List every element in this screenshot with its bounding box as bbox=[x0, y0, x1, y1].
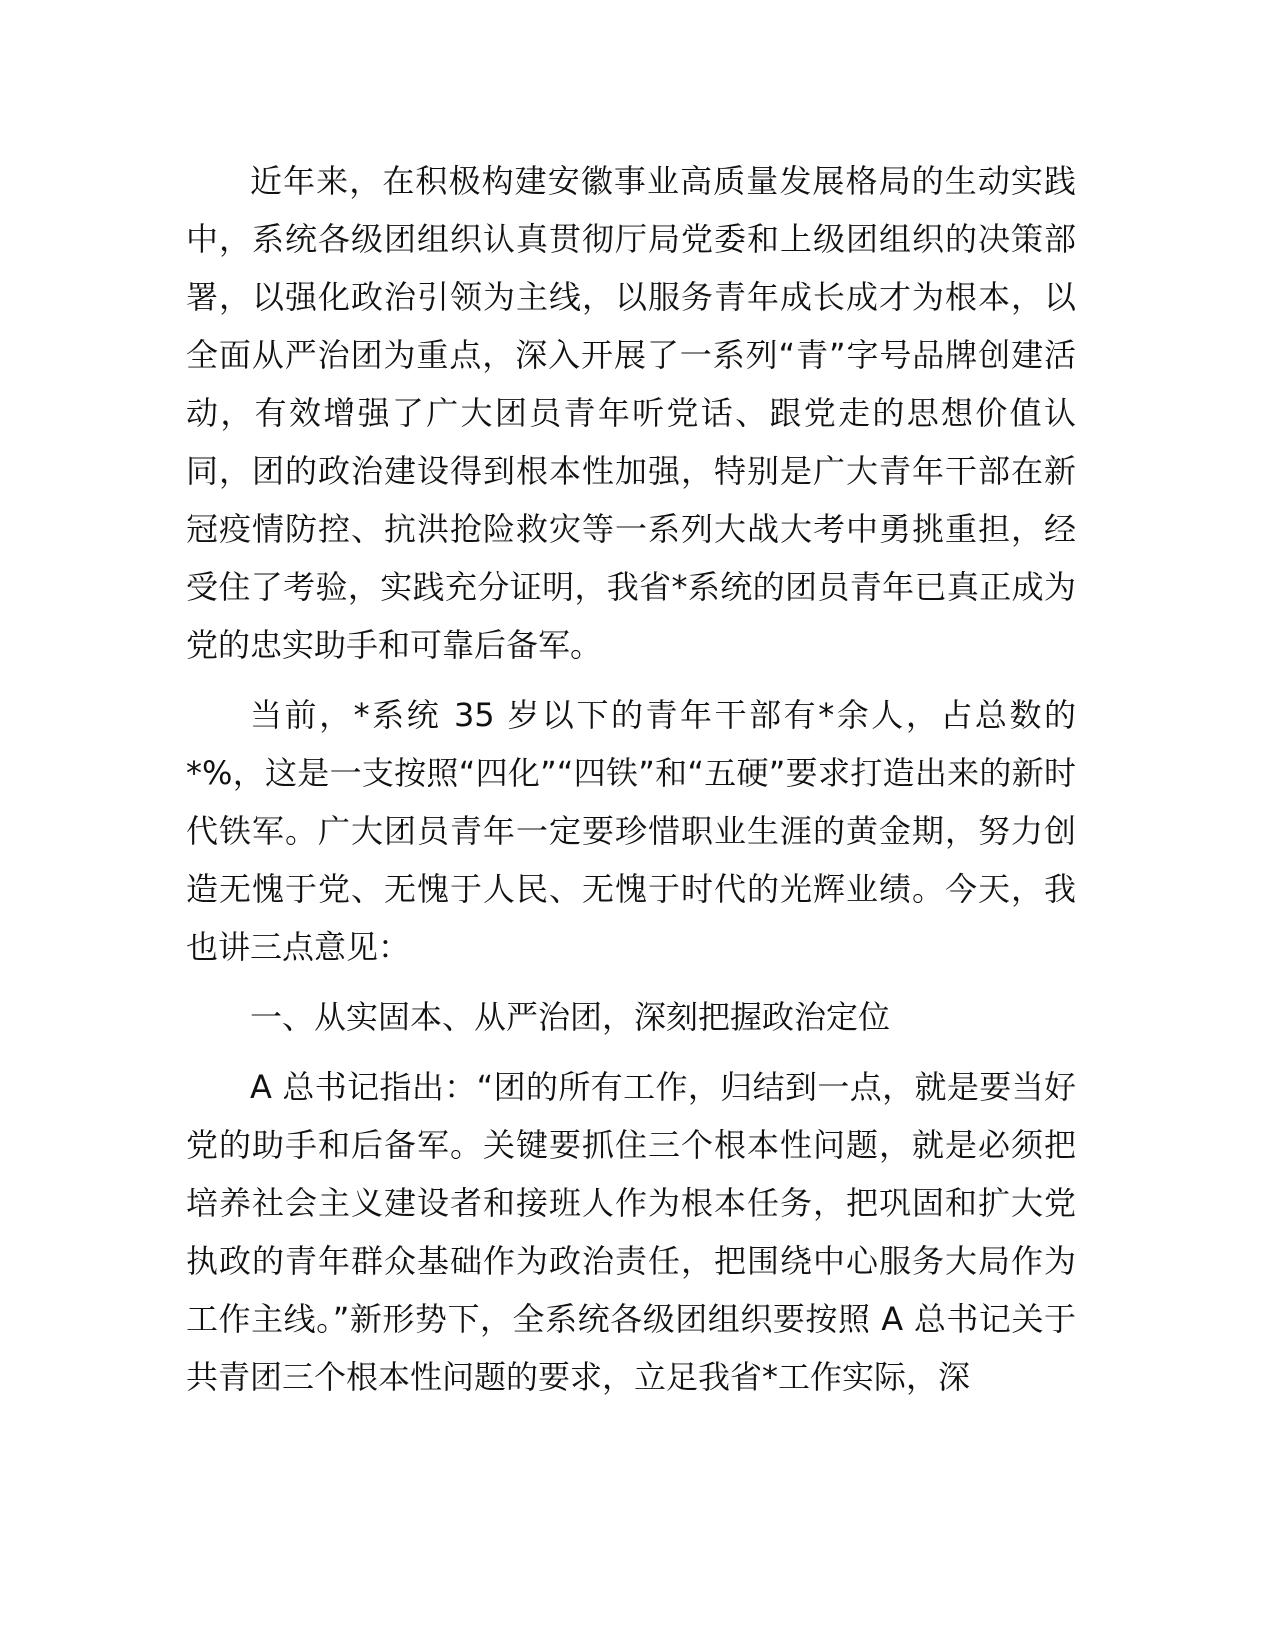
paragraph-quote: A 总书记指出：“团的所有工作，归结到一点，就是要当好党的助手和后备军。关键要抓住三个根本性问题，就是必须把培养社会主义建设者和接班人作为根本任务，把巩固和扩大党执政的青年群众基础作为政治责任，把围绕中心服务大局作为工作主线。”新形势下，全系统各级团组织要按照 A 总书记关于共青团三个根本性问题的要求，立足我省*工作实际，深 bbox=[186, 1068, 1076, 1396]
paragraph-current-status: 当前，*系统 35 岁以下的青年干部有*余人，占总数的*%，这是一支按照“四化”“四铁”和“五硬”要求打造出来的新时代铁军。广大团员青年一定要珍惜职业生涯的黄金期，努力创造无愧于党、无愧于人民、无愧于时代的光辉业绩。今天，我也讲三点意见： bbox=[186, 696, 1076, 966]
section-heading-one: 一、从实固本、从严治团，深刻把握政治定位 bbox=[250, 998, 891, 1036]
paragraph-intro: 近年来，在积极构建安徽事业高质量发展格局的生动实践中，系统各级团组织认真贯彻厅局党委和上级团组织的决策部署，以强化政治引领为主线，以服务青年成长成才为根本，以全面从严治团为重点，深入开展了一系列“青”字号品牌创建活动，有效增强了广大团员青年听党话、跟党走的思想价值认同，团的政治建设得到根本性加强，特别是广大青年干部在新冠疫情防控、抗洪抢险救灾等一系列大战大考中勇挑重担，经受住了考验，实践充分证明，我省*系统的团员青年已真正成为党的忠实助手和可靠后备军。 bbox=[186, 162, 1076, 664]
document-body bbox=[186, 152, 1076, 1406]
